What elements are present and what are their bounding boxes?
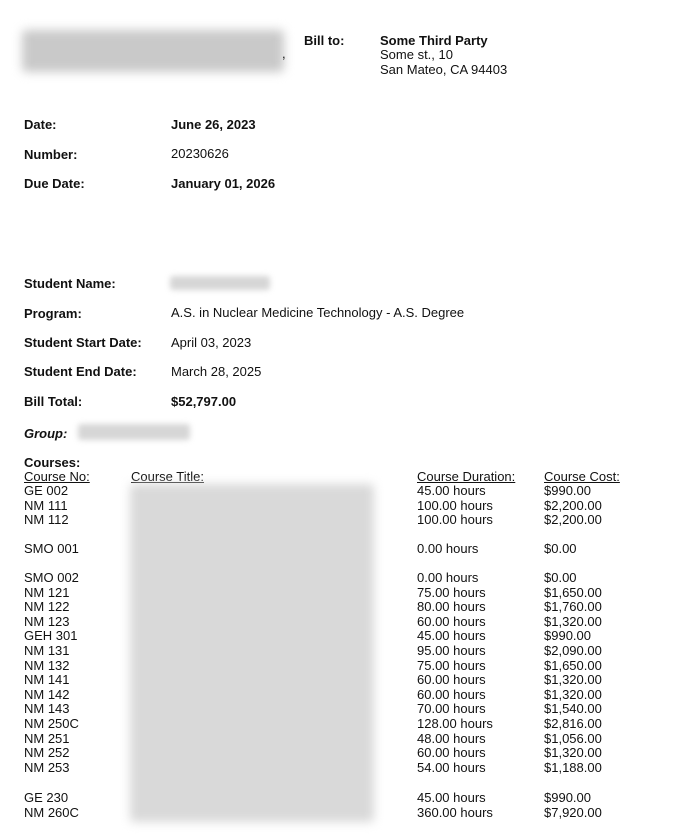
- course-cost: $2,816.00: [544, 716, 602, 731]
- group-redacted: [78, 424, 190, 440]
- course-no: NM 260C: [24, 804, 79, 820]
- course-cost: $0.00: [544, 570, 577, 585]
- bill-to-name: Some Third Party: [380, 33, 488, 48]
- course-duration: 45.00 hours: [417, 790, 486, 805]
- bill-to-street: Some st., 10: [380, 47, 453, 62]
- end-date-label: Student End Date:: [24, 364, 137, 379]
- course-no: NM 251: [24, 730, 70, 746]
- course-no: GEH 301: [24, 628, 78, 644]
- course-duration: 80.00 hours: [417, 599, 486, 615]
- course-cost: $1,760.00: [544, 599, 602, 615]
- courses-heading: Courses:: [24, 455, 81, 470]
- course-duration: 75.00 hours: [417, 657, 486, 673]
- date-value: June 26, 2023: [171, 117, 256, 132]
- col-course-cost: Course Cost:: [544, 469, 620, 484]
- sender-comma: ,: [282, 46, 286, 61]
- student-name-label: Student Name:: [24, 276, 116, 291]
- course-cost: $990.00: [544, 483, 591, 498]
- course-no: NM 111: [24, 497, 68, 513]
- course-no: NM 250C: [24, 716, 79, 731]
- col-course-duration: Course Duration:: [417, 469, 516, 484]
- course-no: GE 230: [24, 790, 69, 805]
- course-no: NM 143: [24, 701, 70, 717]
- course-cost: $1,650.00: [544, 584, 602, 600]
- course-duration: 128.00 hours: [417, 716, 493, 731]
- course-duration: 75.00 hours: [417, 584, 486, 600]
- course-cost: $1,320.00: [544, 613, 602, 629]
- course-cost: $1,650.00: [544, 657, 602, 673]
- course-no: NM 123: [24, 613, 70, 629]
- course-cost: $0.00: [544, 541, 577, 556]
- course-duration: 60.00 hours: [417, 613, 486, 629]
- group-label: Group:: [24, 426, 68, 441]
- course-cost: $1,320.00: [544, 672, 602, 688]
- course-cost: $990.00: [544, 790, 591, 805]
- course-cost: $2,200.00: [544, 512, 602, 528]
- student-name-redacted: [170, 276, 270, 290]
- course-no: NM 142: [24, 686, 70, 702]
- course-no: NM 122: [24, 599, 70, 615]
- course-no: GE 002: [24, 483, 69, 498]
- course-duration: 0.00 hours: [417, 570, 479, 585]
- course-cost: $7,920.00: [544, 804, 602, 820]
- course-titles-redacted: [130, 484, 374, 822]
- col-course-title: Course Title:: [131, 469, 204, 484]
- course-duration: 45.00 hours: [417, 628, 486, 644]
- bill-to-label: Bill to:: [304, 33, 345, 48]
- course-no: NM 131: [24, 643, 70, 658]
- bill-total-value: $52,797.00: [171, 394, 237, 409]
- course-no: NM 252: [24, 745, 70, 761]
- course-cost: $1,320.00: [544, 745, 602, 761]
- program-value: A.S. in Nuclear Medicine Technology - A.S. Degree: [171, 305, 465, 320]
- number-label: Number:: [24, 147, 78, 162]
- course-cost: $2,090.00: [544, 643, 602, 658]
- sender-redacted: [22, 30, 284, 72]
- course-no: NM 253: [24, 759, 70, 775]
- number-value: 20230626: [171, 146, 229, 161]
- date-label: Date:: [24, 117, 57, 132]
- col-course-no: Course No:: [24, 469, 90, 484]
- course-duration: 100.00 hours: [417, 512, 493, 528]
- bill-total-label: Bill Total:: [24, 394, 83, 409]
- end-date-value: March 28, 2025: [171, 364, 262, 379]
- course-no: NM 112: [24, 512, 69, 528]
- course-cost: $1,540.00: [544, 701, 602, 717]
- due-date-label: Due Date:: [24, 176, 85, 191]
- start-date-value: April 03, 2023: [171, 335, 252, 350]
- course-cost: $2,200.00: [544, 497, 602, 513]
- course-no: NM 121: [24, 584, 70, 600]
- course-duration: 95.00 hours: [417, 643, 486, 658]
- start-date-label: Student Start Date:: [24, 335, 142, 350]
- bill-to-city: San Mateo, CA 94403: [380, 62, 508, 77]
- course-duration: 360.00 hours: [417, 804, 493, 820]
- course-duration: 45.00 hours: [417, 483, 486, 498]
- course-no: SMO 002: [24, 570, 79, 585]
- course-no: NM 132: [24, 657, 70, 673]
- course-no: SMO 001: [24, 541, 79, 556]
- course-cost: $990.00: [544, 628, 591, 644]
- course-duration: 54.00 hours: [417, 759, 486, 775]
- course-duration: 48.00 hours: [417, 730, 486, 746]
- course-no: NM 141: [24, 672, 70, 688]
- course-cost: $1,188.00: [544, 759, 602, 775]
- course-duration: 60.00 hours: [417, 745, 486, 761]
- course-duration: 60.00 hours: [417, 686, 486, 702]
- course-cost: $1,056.00: [544, 730, 602, 746]
- course-duration: 70.00 hours: [417, 701, 486, 717]
- course-duration: 60.00 hours: [417, 672, 486, 688]
- course-cost: $1,320.00: [544, 686, 602, 702]
- program-label: Program:: [24, 306, 82, 321]
- course-duration: 0.00 hours: [417, 541, 479, 556]
- course-duration: 100.00 hours: [417, 497, 493, 513]
- due-date-value: January 01, 2026: [171, 176, 276, 191]
